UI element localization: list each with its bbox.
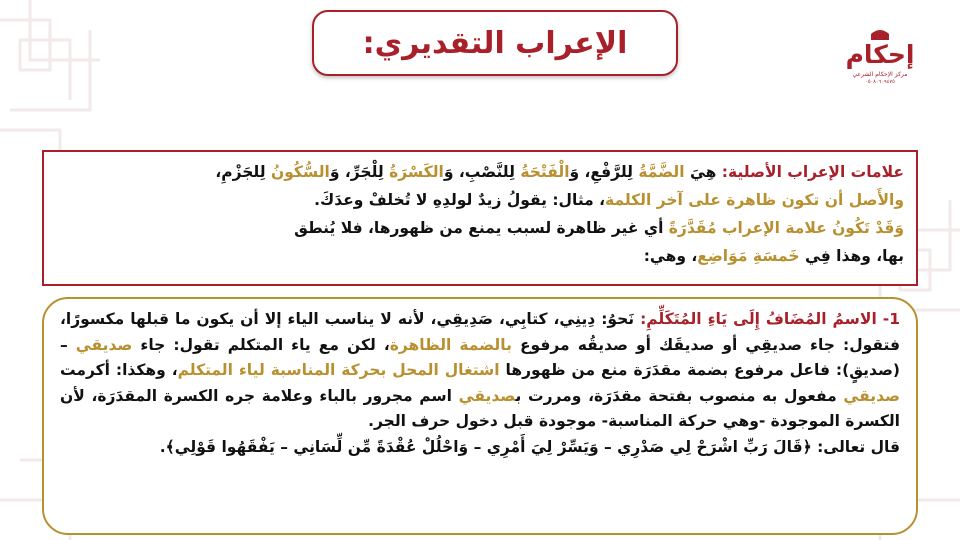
text-run: اسم مجرور بالباء وعلامة جره الكسرة المقدَرَة، لأن الكسرة الموجودة -وهي حركة المناسبة- موجودة قبل دخول حرف الجر.	[60, 386, 900, 430]
quran-verse	[60, 435, 900, 461]
text-run: لِلرَّفْعِ، وَ	[569, 163, 639, 181]
text-run: صديقي	[75, 335, 133, 354]
example-box	[42, 297, 918, 535]
logo-name: إحكام	[845, 40, 915, 69]
text-run: بالضمة الظاهرة	[389, 335, 512, 354]
text-run: هِيَ	[684, 163, 722, 181]
text-run: ، وهكذا: أكرمت	[60, 361, 178, 379]
text-run: لِلْجَرِّ، وَ	[329, 163, 390, 181]
text-run: ، وهي:	[643, 247, 698, 265]
text-run: ، لكن مع ياء المتكلم تقول: جاء	[132, 335, 390, 354]
text-run: قال تعالى: ﴿قَالَ رَبِّ اشْرَحْ لِي صَدْرِي – وَيَسِّرْ لِيَ أَمْرِي – وَاحْلُلْ عُقْدَةً مِّن لِّسَانِي – يَفْقَهُوا قَوْلِي﴾.	[159, 437, 900, 456]
text-run: صديقي	[458, 386, 516, 405]
text-run: ، مثال: يقولُ زيدٌ لولدِهِ لا تُخلفْ وعدَكَ.	[314, 191, 606, 209]
logo-number: ٠٥٠٨٠٦٠٩٤٧٥	[865, 79, 895, 85]
text-run: أي غير ظاهرة لسبب يمنع من ظهورها، فلا يُنطق	[294, 219, 669, 237]
example-paragraph	[60, 307, 900, 435]
text-run: لِلنَّصْبِ، وَ	[443, 163, 521, 181]
logo-dome-icon	[869, 28, 891, 40]
text-run: والأَصل أن تكون ظاهرة على آخر الكلمة	[605, 191, 904, 209]
definition-paragraph-2	[56, 186, 904, 214]
text-run: – (صديقٍ): فاعل مرفوع بضمة مقدَرَة منع من ظهورها	[60, 335, 901, 379]
text-run: 1- الاسمُ المُضَافُ إِلَى يَاءِ المُتَكَلِّمِ:	[640, 310, 900, 328]
text-run: صديقي	[843, 386, 900, 405]
text-run: الضَّمَّةُ	[638, 163, 685, 181]
logo	[845, 28, 915, 94]
title-box	[312, 10, 678, 76]
text-run: اشتغال المحل بحركة المناسبة لياء المتكلم	[177, 361, 500, 379]
text-run: وَقَدْ تَكُونُ علامة الإعراب مُقَدَّرَةً	[668, 219, 904, 237]
text-run: مفعول به منصوب بفتحة مقدَرَة، ومررت ب	[515, 386, 844, 405]
text-run: الكَسْرَةُ	[389, 163, 444, 181]
definition-paragraph-3	[56, 214, 904, 242]
text-run: خَمسَةِ مَوَاضِع	[697, 247, 800, 265]
text-run: السُّكُونُ	[270, 163, 330, 181]
definition-paragraph-1	[56, 158, 904, 186]
logo-subtitle: مركز الإحكام الشرعي	[852, 71, 908, 78]
definition-paragraph-4	[56, 242, 904, 270]
text-run: نَحوُ: دِينِي، كتابِي، صَدِيقِي، لأنه لا يناسب الياء إلا أن يكون ما قبلها مكسورًا، فتقول: جاء صديقِي أو صديقَك أو صديقُه مرفوع	[60, 310, 900, 354]
text-run: بها، وهذا فِي	[799, 247, 904, 265]
definition-box	[42, 150, 918, 286]
text-run: الْفَتْحَةُ	[520, 163, 570, 181]
text-run: علامات الإعراب الأصلية:	[721, 163, 904, 181]
text-run: لِلجَزْمِ،	[215, 163, 271, 181]
page-title: الإعراب التقديري:	[362, 25, 628, 61]
